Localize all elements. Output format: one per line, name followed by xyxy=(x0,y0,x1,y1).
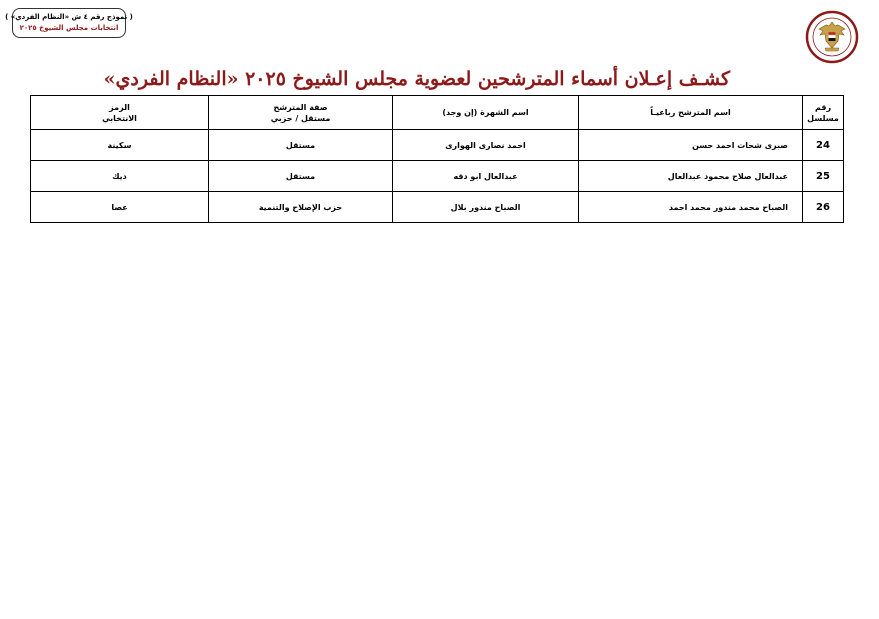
cell-candidate-name: الصباح محمد مندور محمد احمد xyxy=(579,192,803,223)
cell-serial: 24 xyxy=(803,130,844,161)
national-election-authority-logo xyxy=(805,10,859,64)
cell-symbol: عصا xyxy=(31,192,209,223)
election-name-label: انتخابات مجلس الشيوخ ٢٠٢٥ xyxy=(19,24,119,32)
header-serial xyxy=(803,96,844,130)
cell-candidate-name: عبدالعال صلاح محمود عبدالعال xyxy=(579,161,803,192)
header-serial-line1: رقم xyxy=(814,102,832,112)
header-nickname: اسم الشهرة (إن وجد) xyxy=(393,96,579,130)
cell-capacity: مستقل xyxy=(209,130,393,161)
header-name: اسم المترشح رباعيـاً xyxy=(579,96,803,130)
table-header-row xyxy=(31,96,844,130)
table-row xyxy=(31,161,844,192)
cell-serial: 26 xyxy=(803,192,844,223)
table-row xyxy=(31,192,844,223)
cell-nickname: احمد نصارى الهوارى xyxy=(393,130,579,161)
header-symbol-line2: الانتخابي xyxy=(102,113,137,123)
form-number-label: ( نموذج رقم ٤ ش «النظام الفردي» ) xyxy=(5,13,133,21)
header-capacity xyxy=(209,96,393,130)
header-serial-line2: مسلسل xyxy=(807,113,839,123)
cell-serial: 25 xyxy=(803,161,844,192)
cell-symbol: سكينة xyxy=(31,130,209,161)
form-number-box xyxy=(5,8,133,38)
candidates-table xyxy=(30,95,844,223)
header-symbol-line1: الرمز xyxy=(109,102,130,112)
cell-symbol: ديك xyxy=(31,161,209,192)
cell-nickname: الصباح مندور بلال xyxy=(393,192,579,223)
table-row xyxy=(31,130,844,161)
cell-capacity: حزب الإصلاح والتنمية xyxy=(209,192,393,223)
egypt-eagle-emblem-icon xyxy=(805,10,859,64)
header-symbol xyxy=(31,96,209,130)
cell-candidate-name: صبرى شحات احمد حسن xyxy=(579,130,803,161)
cell-capacity: مستقل xyxy=(209,161,393,192)
cell-nickname: عبدالعال ابو دقه xyxy=(393,161,579,192)
header-capacity-line2: مستقل / حزبي xyxy=(270,113,331,123)
page-title: كشـف إعـلان أسماء المترشحين لعضوية مجلس الشيوخ ٢٠٢٥ «النظام الفردي» xyxy=(103,68,730,90)
header-capacity-line1: صفة المترشح xyxy=(273,102,328,112)
